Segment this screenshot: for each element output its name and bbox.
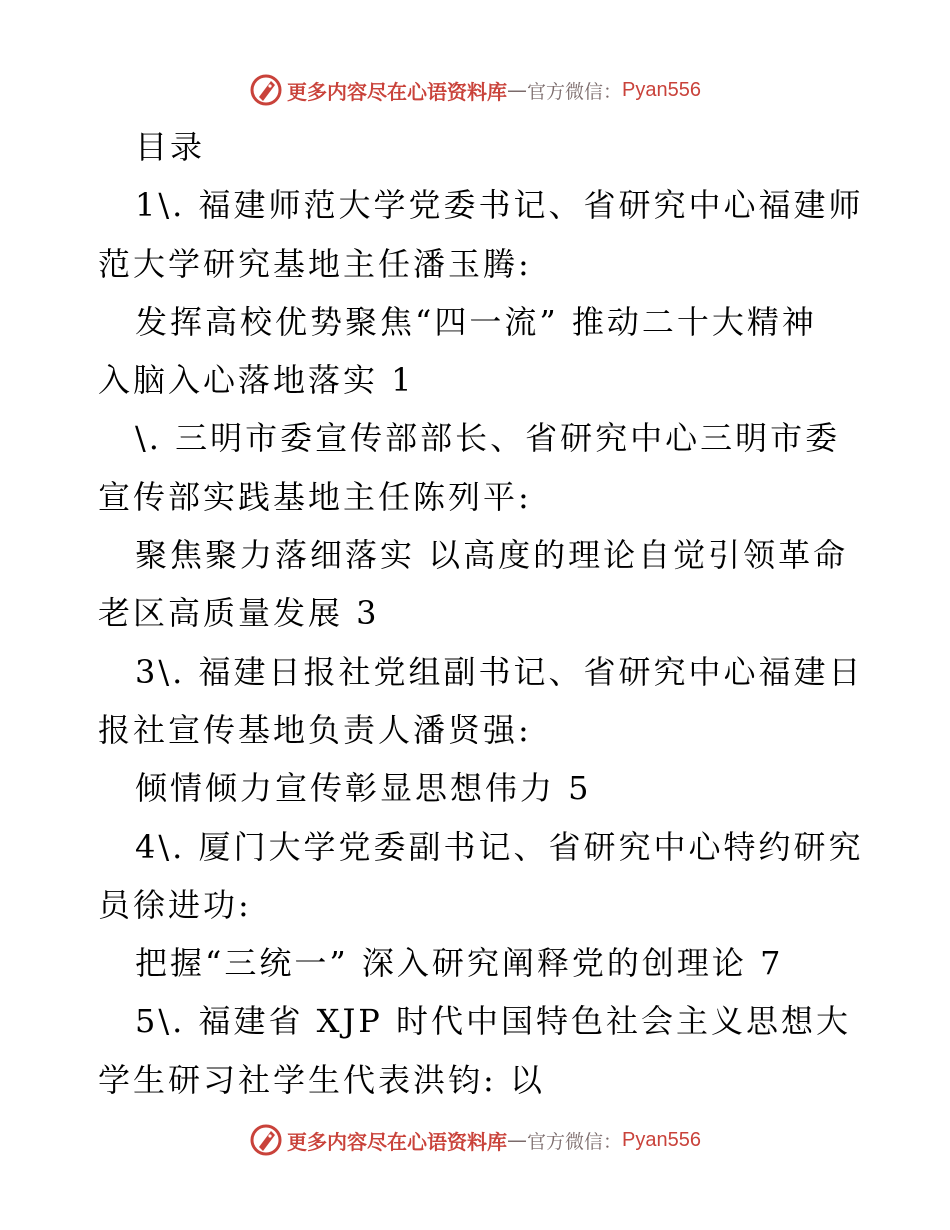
toc-line: \. 三明市委宣传部部长、省研究中心三明市委 [135,419,841,458]
toc-line: 入脑入心落地落实 1 [98,361,415,400]
banner-wechat-label: 官方微信： [527,1130,623,1153]
toc-line: 范大学研究基地主任潘玉腾: [98,244,532,283]
toc-line: 聚焦聚力落细落实 以高度的理论自觉引领革命 [135,536,849,575]
banner-account: Pyan556 [622,78,701,101]
toc-content [98,118,864,1109]
banner-separator: — [507,78,527,102]
pen-nib-logo-icon [249,1123,283,1157]
toc-title: 目录 [135,128,206,166]
header-banner [0,70,950,110]
toc-line: 宣传部实践基地主任陈列平: [98,477,532,516]
toc-line: 把握“三统一” 深入研究阐释党的创理论 7 [135,944,784,983]
toc-line: 3\. 福建日报社党组副书记、省研究中心福建日 [135,652,864,691]
toc-line: 5\. 福建省 XJP 时代中国特色社会主义思想大 [135,1002,851,1041]
banner-brand-text: 更多内容尽在心语资料库 [287,79,507,104]
toc-line: 老区高质量发展 3 [98,594,380,633]
banner-account: Pyan556 [622,1128,701,1151]
banner-brand-text: 更多内容尽在心语资料库 [287,1129,507,1154]
toc-line: 员徐进功: [98,885,252,924]
toc-line: 倾情倾力宣传彰显思想伟力 5 [135,769,592,808]
toc-line: 报社宣传基地负责人潘贤强: [98,710,532,749]
toc-line: 学生研习社学生代表洪钧: 以 [98,1060,545,1099]
footer-banner [0,1120,950,1160]
toc-line: 1\. 福建师范大学党委书记、省研究中心福建师 [135,186,864,225]
pen-nib-logo-icon [249,73,283,107]
toc-line: 发挥高校优势聚焦“四一流” 推动二十大精神 [135,302,817,341]
toc-line: 4\. 厦门大学党委副书记、省研究中心特约研究 [135,827,864,866]
banner-wechat-label: 官方微信： [527,80,623,103]
banner-separator: — [507,1128,527,1152]
